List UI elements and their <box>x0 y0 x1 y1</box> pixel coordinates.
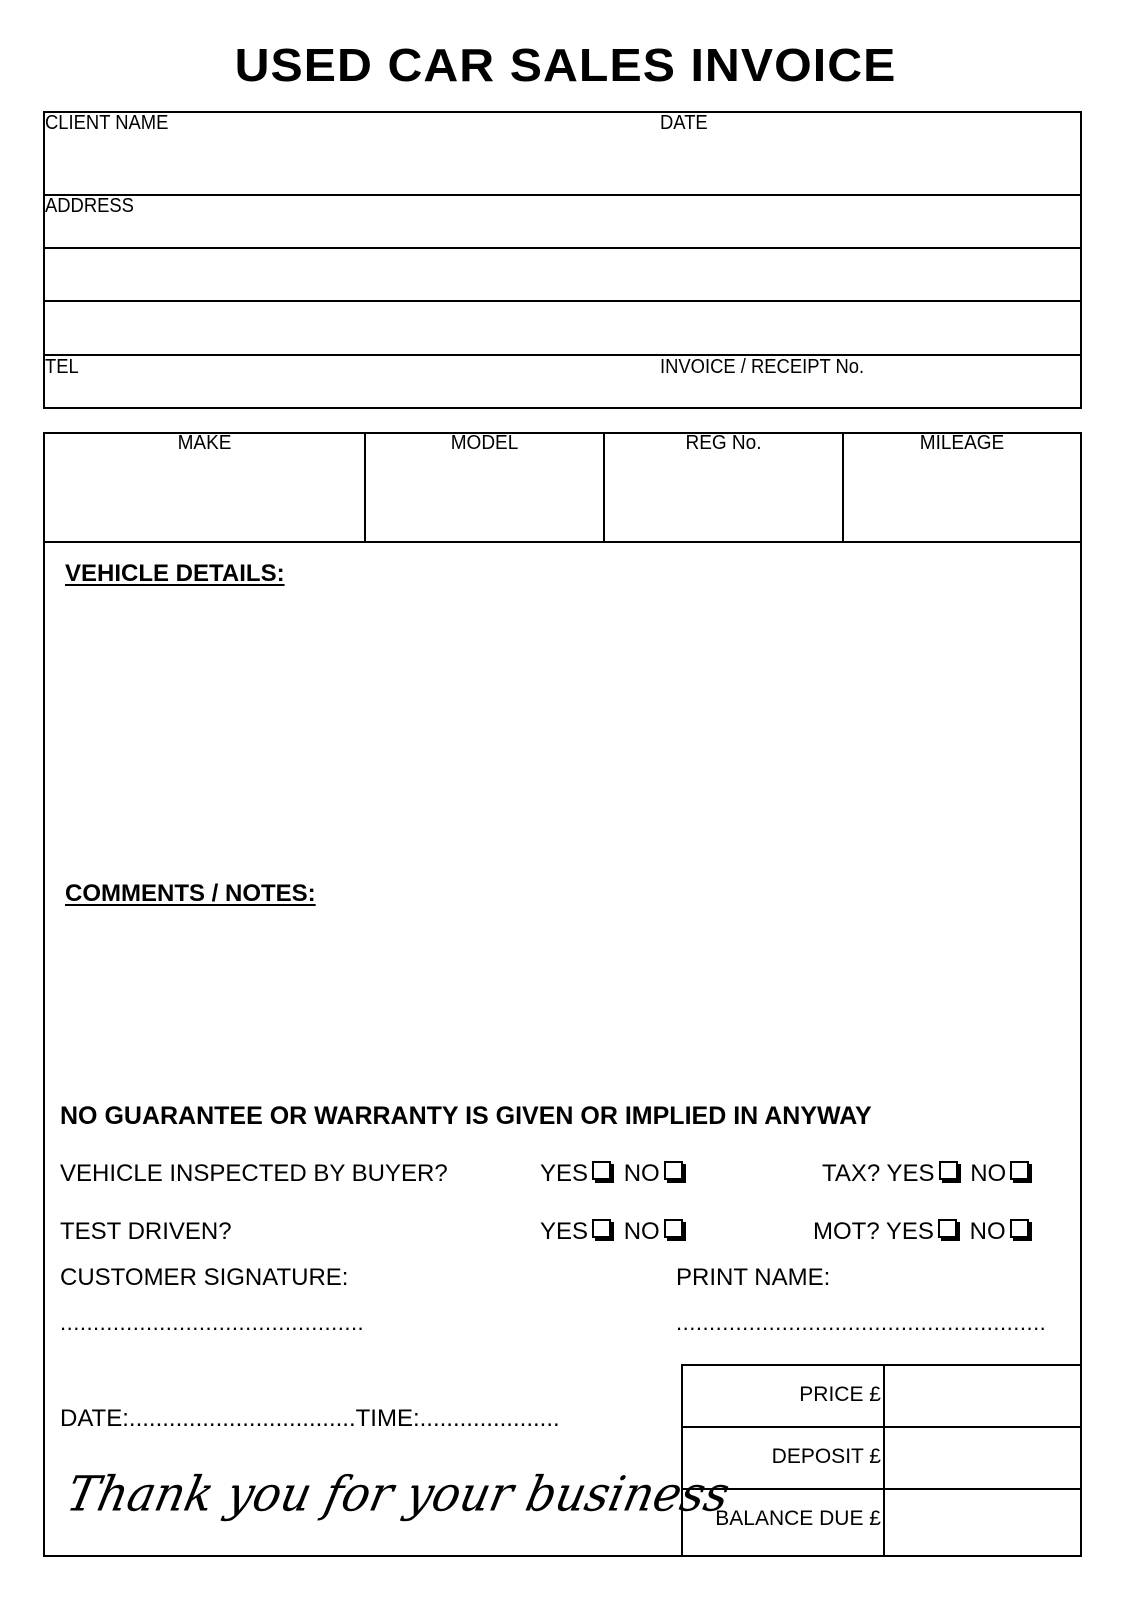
balance-due-field[interactable] <box>887 1492 1077 1552</box>
mot-no-checkbox[interactable] <box>1010 1219 1029 1238</box>
divider <box>43 354 1082 356</box>
invoice-number-label: INVOICE / RECEIPT No. <box>660 356 865 378</box>
tax-yes-label: YES <box>886 1160 935 1187</box>
tax-question: TAX? <box>822 1160 881 1187</box>
inspected-yes-label: YES <box>540 1160 589 1187</box>
address-line-1-field[interactable] <box>160 197 1075 245</box>
mot-no-label: NO <box>969 1218 1006 1245</box>
model-label: MODEL <box>450 432 519 454</box>
mot-yes-label: YES <box>885 1218 934 1245</box>
mileage-label: MILEAGE <box>919 432 1005 454</box>
vehicle-details-heading: VEHICLE DETAILS: <box>65 560 285 587</box>
inspected-yes-checkbox[interactable] <box>592 1161 611 1180</box>
customer-signature-field[interactable]: .............................................. <box>60 1310 365 1335</box>
make-field[interactable] <box>47 458 362 538</box>
tel-field[interactable] <box>45 380 655 406</box>
invoice-title: USED CAR SALES INVOICE <box>234 39 897 91</box>
inspected-no-label: NO <box>623 1160 660 1187</box>
test-driven-yes-label: YES <box>540 1218 589 1245</box>
mot-question: MOT? <box>813 1218 880 1245</box>
mot-options <box>813 1218 1035 1246</box>
deposit-field[interactable] <box>887 1430 1077 1486</box>
test-driven-options <box>540 1218 689 1246</box>
thank-you-message: Thank you for your business <box>62 1465 735 1522</box>
tel-label: TEL <box>45 356 79 378</box>
make-label: MAKE <box>177 432 232 454</box>
warranty-notice: NO GUARANTEE OR WARRANTY IS GIVEN OR IMPLIED IN ANYWAY <box>60 1102 872 1130</box>
comments-field[interactable] <box>65 918 1065 1088</box>
sign-date-field[interactable]: .................................. <box>128 1405 356 1432</box>
reg-no-field[interactable] <box>607 458 840 538</box>
sign-time-label: TIME: <box>355 1405 420 1432</box>
reg-no-label: REG No. <box>685 432 762 454</box>
address-line-3-field[interactable] <box>45 303 1075 351</box>
sign-time-field[interactable]: ..................... <box>419 1405 560 1432</box>
model-field[interactable] <box>368 458 601 538</box>
deposit-label: DEPOSIT £ <box>771 1445 881 1468</box>
inspected-options <box>540 1160 689 1188</box>
tax-no-label: NO <box>970 1160 1007 1187</box>
balance-due-label: BALANCE DUE £ <box>715 1507 881 1530</box>
print-name-field[interactable]: ........................................................ <box>676 1310 1047 1335</box>
column-divider <box>364 432 366 542</box>
mot-yes-checkbox[interactable] <box>938 1219 957 1238</box>
client-name-label: CLIENT NAME <box>45 112 169 134</box>
print-name-label: PRINT NAME: <box>676 1264 831 1291</box>
address-line-2-field[interactable] <box>45 250 1075 298</box>
divider <box>43 541 1082 543</box>
divider <box>43 247 1082 249</box>
divider <box>681 1426 1082 1428</box>
inspected-question: VEHICLE INSPECTED BY BUYER? <box>60 1160 448 1187</box>
test-driven-question: TEST DRIVEN? <box>60 1218 232 1245</box>
price-field[interactable] <box>887 1368 1077 1424</box>
sign-date-label: DATE: <box>60 1405 129 1432</box>
client-name-field[interactable] <box>45 136 655 192</box>
tax-no-checkbox[interactable] <box>1010 1161 1029 1180</box>
address-label: ADDRESS <box>45 195 134 217</box>
totals-divider <box>883 1364 885 1557</box>
divider <box>681 1488 1082 1490</box>
divider <box>43 300 1082 302</box>
customer-signature-label: CUSTOMER SIGNATURE: <box>60 1264 349 1291</box>
date-field[interactable] <box>660 136 1078 192</box>
column-divider <box>603 432 605 542</box>
mileage-field[interactable] <box>846 458 1078 538</box>
test-driven-no-label: NO <box>623 1218 660 1245</box>
test-driven-no-checkbox[interactable] <box>664 1219 683 1238</box>
date-time-row <box>60 1405 560 1433</box>
column-divider <box>842 432 844 542</box>
inspected-no-checkbox[interactable] <box>664 1161 683 1180</box>
date-label: DATE <box>660 112 708 134</box>
price-label: PRICE £ <box>799 1383 881 1406</box>
comments-heading: COMMENTS / NOTES: <box>65 880 316 907</box>
invoice-number-field[interactable] <box>660 380 1078 406</box>
divider <box>43 194 1082 196</box>
tax-options <box>822 1160 1035 1188</box>
tax-yes-checkbox[interactable] <box>939 1161 958 1180</box>
test-driven-yes-checkbox[interactable] <box>592 1219 611 1238</box>
vehicle-details-field[interactable] <box>65 600 1065 870</box>
